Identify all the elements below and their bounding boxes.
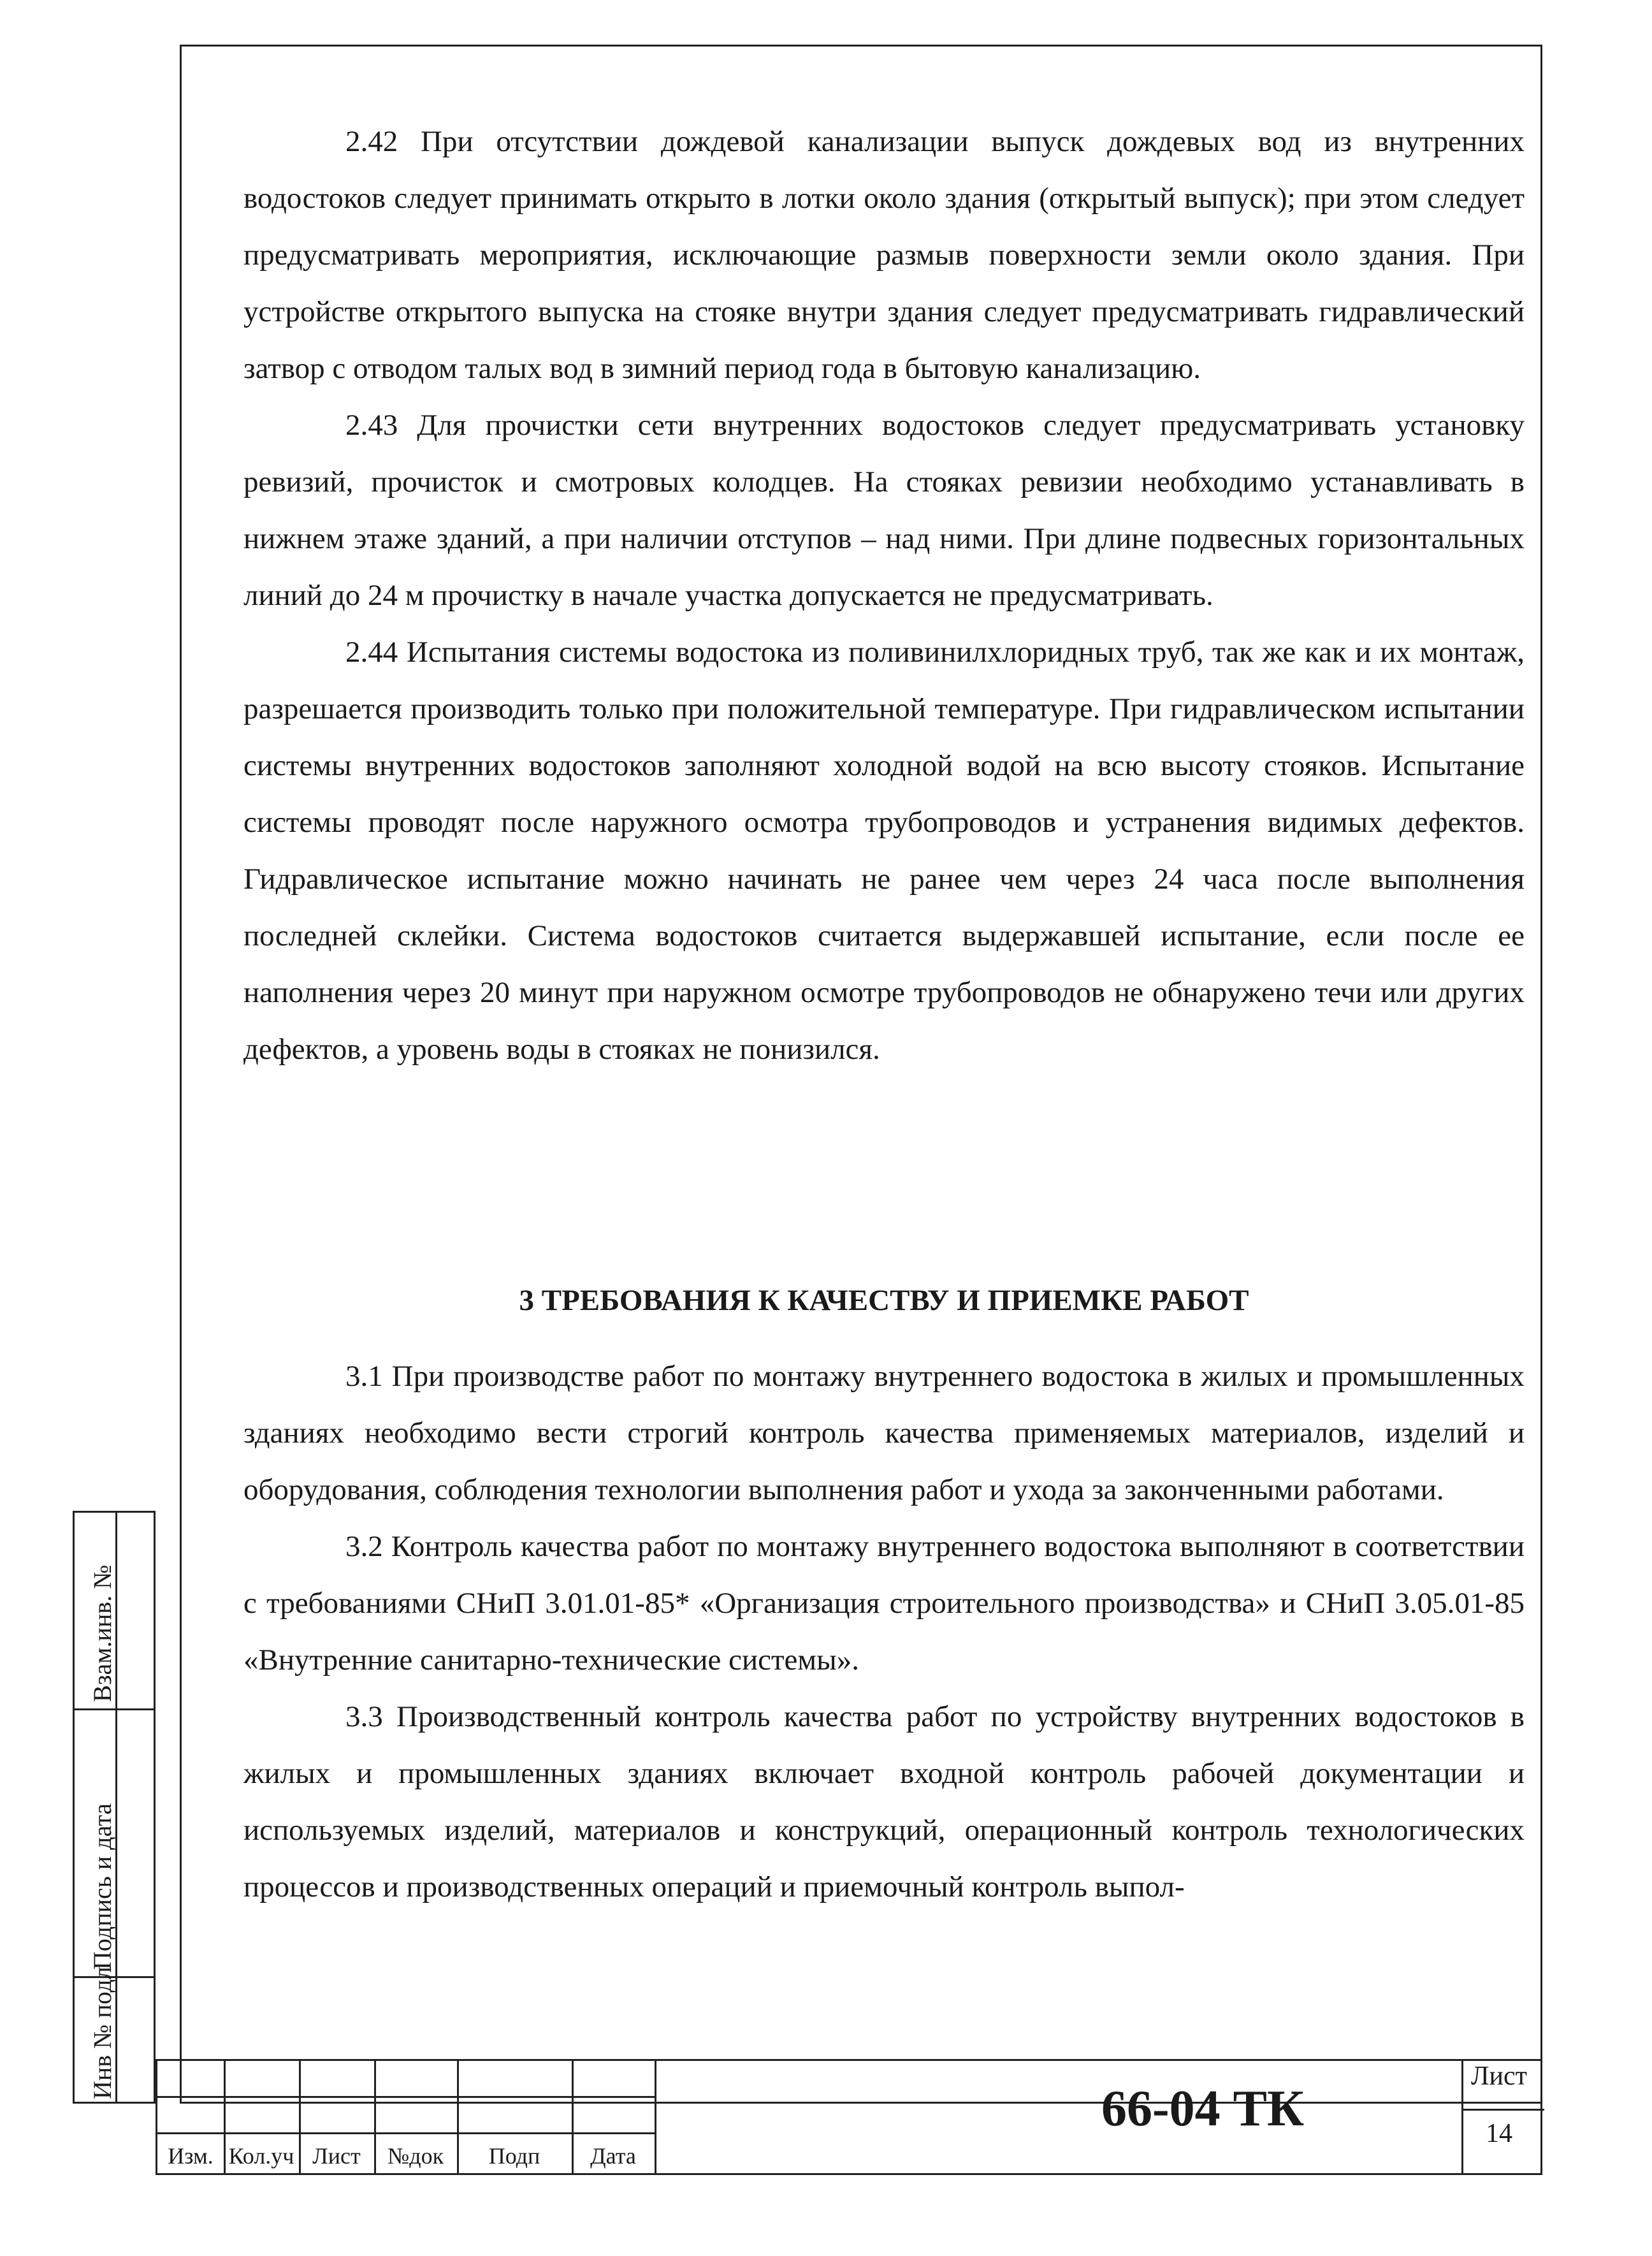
- stamp-row-line: [157, 2096, 655, 2098]
- stamp-col-line: [655, 2061, 656, 2173]
- stamp-header-izm: Изм.: [168, 2143, 214, 2169]
- title-block: [156, 2059, 1542, 2175]
- side-label-vzam: Взам.инв. №: [88, 1564, 117, 1702]
- paragraph-3-1: 3.1 При производстве работ по монтажу внутреннего водостока в жилых и промышленных зданиях необходимо вести строгий контроль качества применяемых материалов, изделий и оборудования, соблюдения технологии выполнения работ и ухода за законченными работами.: [243, 1360, 1525, 1506]
- paragraph-3-3: 3.3 Производственный контроль качества работ по устройству внутренних водостоков в жилых и промышленных зданиях включает входной контроль рабочей документации и используемых изделий, материалов и конструкций, операционный контроль технологических процессов и производственных операций и приемочный контроль выпол-: [243, 1700, 1525, 1903]
- paragraph-2-44: 2.44 Испытания системы водостока из поливинилхлоридных труб, так же как и их монтаж, разрешается производить только при положительной температуре. При гидравлическом испытании системы внутренних водостоков заполняют холодной водой на всю высоту стояков. Испытание системы проводят после наружного осмотра трубопроводов и устранения видимых дефектов. Гидравлическое испытание можно начинать не ранее чем через 24 часа после выполнения последней склейки. Система водостоков считается выдержавшей испытание, если после ее наполнения через 20 минут при наружном осмотре трубопроводов не обнаружено течи или других дефектов, а уровень воды в стояках не понизился.: [243, 636, 1525, 1066]
- side-cell-inv: [75, 1967, 154, 2106]
- section-heading: 3 ТРЕБОВАНИЯ К КАЧЕСТВУ И ПРИЕМКЕ РАБОТ: [519, 1284, 1249, 1317]
- side-label-inv: Инв № подл: [88, 1967, 117, 2099]
- body-text-bottom: [243, 1348, 1525, 1916]
- stamp-header-ndok: №док: [387, 2143, 444, 2169]
- paragraph-2-42: 2.42 При отсутствии дождевой канализации выпуск дождевых вод из внутренних водостоков следует принимать открыто в лотки около здания (открытый выпуск); при этом следует предусматривать мероприятия, исключающие размыв поверхности земли около здания. При устройстве открытого выпуска на стояке внутри здания следует предусматривать гидравлический затвор с отводом талых вод в зимний период года в бытовую канализацию.: [243, 125, 1525, 385]
- document-code: 66-04 ТК: [1101, 2081, 1304, 2137]
- body-text-top: [243, 113, 1525, 1078]
- stamp-header-podp: Подп: [488, 2143, 540, 2169]
- paragraph-3-2: 3.2 Контроль качества работ по монтажу внутреннего водостока выполняют в соответствии с требованиями СНиП 3.01.01-85* «Организация строительного производства» и СНиП 3.05.01-85 «Внутренние санитарно-технические системы».: [243, 1530, 1525, 1677]
- stamp-row-line: [157, 2132, 655, 2134]
- stamp-header-data: Дата: [590, 2143, 636, 2169]
- side-label-podpis: Подпись и дата: [88, 1803, 117, 1970]
- side-cell-podpis: [75, 1710, 154, 1978]
- side-strip: [73, 1511, 156, 2104]
- sheet-number: 14: [1486, 2119, 1512, 2148]
- paragraph-2-43: 2.43 Для прочистки сети внутренних водостоков следует предусматривать установку ревизий, прочисток и смотровых колодцев. На стояках ревизии необходимо устанавливать в нижнем этаже зданий, а при наличии отступов – над ними. При длине подвесных горизонтальных линий до 24 м прочистку в начале участка допускается не предусматривать.: [243, 409, 1525, 612]
- side-cell-vzam: [75, 1513, 154, 1710]
- stamp-header-list: Лист: [312, 2143, 361, 2169]
- sheet-label: Лист: [1471, 2062, 1527, 2091]
- stamp-header-kolvo: Кол.уч: [228, 2143, 294, 2169]
